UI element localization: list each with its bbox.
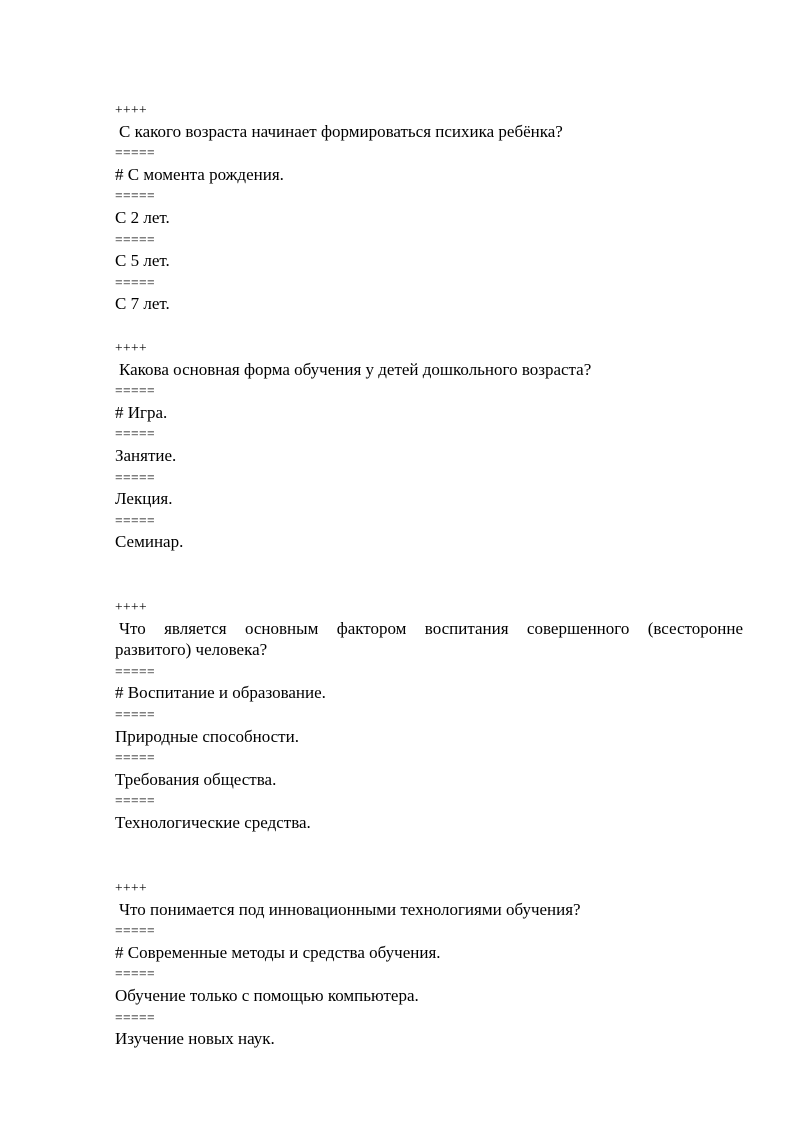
question-text: [115, 618, 743, 661]
answer-correct: # Воспитание и образование.: [115, 683, 326, 703]
answer-option: Обучение только с помощью компьютера.: [115, 985, 419, 1005]
question-marker: ++++: [115, 102, 148, 117]
question-text: Какова основная форма обучения у детей дошкольного возраста?: [119, 359, 592, 379]
answer-option: Лекция.: [115, 489, 173, 509]
answer-correct: # Современные методы и средства обучения.: [115, 942, 441, 962]
answer-separator: =====: [115, 426, 156, 442]
question-marker: ++++: [115, 880, 148, 895]
question-block-1: [115, 99, 563, 315]
answer-separator: =====: [115, 793, 156, 809]
question-marker: ++++: [115, 599, 148, 614]
answer-separator: =====: [115, 188, 156, 204]
answer-separator: =====: [115, 966, 156, 982]
answer-option: С 5 лет.: [115, 251, 170, 271]
question-text: С какого возраста начинает формироваться психика ребёнка?: [119, 121, 563, 141]
answer-separator: =====: [115, 923, 156, 939]
answer-separator: =====: [115, 1009, 156, 1025]
answer-separator: =====: [115, 750, 156, 766]
answer-option: Семинар.: [115, 532, 184, 552]
question-text: Что понимается под инновационными технологиями обучения?: [119, 899, 581, 919]
answer-separator: =====: [115, 706, 156, 722]
question-block-4: [115, 877, 581, 1050]
answer-separator: =====: [115, 231, 156, 247]
answer-option: Занятие.: [115, 445, 177, 465]
answer-option: Природные способности.: [115, 726, 299, 746]
answer-option: Требования общества.: [115, 769, 277, 789]
question-text-line-2: развитого) человека?: [115, 640, 268, 660]
answer-correct: # Игра.: [115, 402, 168, 422]
answer-separator: =====: [115, 663, 156, 679]
answer-option: С 7 лет.: [115, 294, 170, 314]
question-marker: ++++: [115, 340, 148, 355]
answer-option: С 2 лет.: [115, 207, 170, 227]
answer-option: Технологические средства.: [115, 812, 311, 832]
answer-option: Изучение новых наук.: [115, 1029, 275, 1049]
answer-separator: =====: [115, 274, 156, 290]
question-block-3: [115, 596, 743, 834]
answer-separator: =====: [115, 145, 156, 161]
answer-separator: =====: [115, 512, 156, 528]
question-text-line-1: Что является основным фактором воспитания совершенного (всесторонне: [119, 618, 743, 638]
answer-separator: =====: [115, 383, 156, 399]
answer-correct: # С момента рождения.: [115, 164, 284, 184]
answer-separator: =====: [115, 469, 156, 485]
question-block-2: [115, 337, 591, 553]
